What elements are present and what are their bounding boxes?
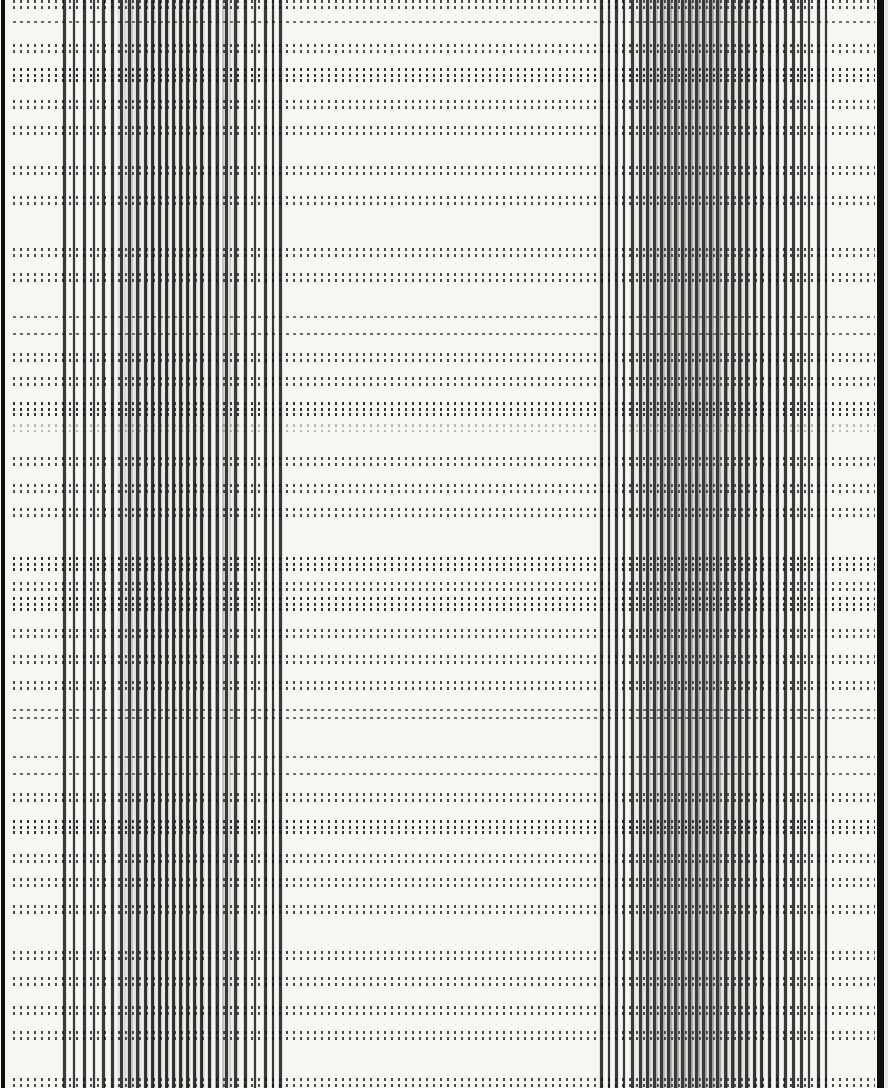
- vertical-pinstripe: [615, 0, 618, 1088]
- vertical-pinstripe: [179, 0, 182, 1088]
- vertical-pinstripe: [73, 0, 75, 1088]
- vertical-pinstripe: [158, 0, 161, 1088]
- vertical-pinstripe: [264, 0, 267, 1088]
- vertical-pinstripe: [623, 0, 625, 1088]
- vertical-pinstripe: [817, 0, 820, 1088]
- vertical-pinstripe: [800, 0, 803, 1088]
- vertical-pinstripe: [608, 0, 610, 1088]
- vertical-pinstripe: [695, 0, 698, 1088]
- vertical-pinstripe: [279, 0, 282, 1088]
- vertical-pinstripe: [674, 0, 677, 1088]
- vertical-pinstripe: [225, 0, 228, 1088]
- vertical-pinstripe: [272, 0, 274, 1088]
- vertical-pinstripe: [760, 0, 763, 1088]
- vertical-pinstripe: [600, 0, 603, 1088]
- vertical-pinstripe: [738, 0, 741, 1088]
- vertical-pinstripe: [172, 0, 175, 1088]
- vertical-pinstripe: [724, 0, 727, 1088]
- vertical-pinstripe: [653, 0, 656, 1088]
- vertical-pinstripe: [200, 0, 203, 1088]
- vertical-pinstripe: [128, 0, 131, 1088]
- vertical-pinstripe: [639, 0, 642, 1088]
- right-edge-light-strip: [884, 0, 888, 1088]
- vertical-pinstripe: [254, 0, 256, 1088]
- vertical-pinstripe: [111, 0, 114, 1088]
- vertical-pinstripe: [136, 0, 139, 1088]
- right-stripe-band: [600, 0, 827, 1088]
- vertical-pinstripe: [93, 0, 95, 1088]
- vertical-pinstripe: [808, 0, 810, 1088]
- vertical-pinstripe: [681, 0, 684, 1088]
- vertical-pinstripe: [83, 0, 86, 1088]
- vertical-pinstripe: [151, 0, 154, 1088]
- left-stripe-band: [63, 0, 281, 1088]
- vertical-pinstripe: [63, 0, 66, 1088]
- vertical-pinstripe: [244, 0, 247, 1088]
- vertical-pinstripe: [631, 0, 634, 1088]
- vertical-pinstripe: [792, 0, 795, 1088]
- vertical-pinstripe: [709, 0, 712, 1088]
- right-edge-bar: [877, 0, 884, 1088]
- vertical-pinstripe: [660, 0, 663, 1088]
- vertical-pinstripe: [731, 0, 734, 1088]
- vertical-pinstripe: [646, 0, 649, 1088]
- vertical-pinstripe: [776, 0, 779, 1088]
- vertical-pinstripe: [102, 0, 105, 1088]
- vertical-pinstripe: [768, 0, 771, 1088]
- vertical-pinstripe: [216, 0, 219, 1088]
- vertical-pinstripe: [120, 0, 123, 1088]
- vertical-pinstripe: [165, 0, 168, 1088]
- vertical-pinstripe: [702, 0, 705, 1088]
- vertical-pinstripe: [716, 0, 719, 1088]
- vertical-pinstripe: [234, 0, 237, 1088]
- vertical-pinstripe: [825, 0, 827, 1088]
- vertical-pinstripe: [144, 0, 147, 1088]
- left-edge-bar: [1, 0, 5, 1088]
- vertical-pinstripe: [667, 0, 670, 1088]
- vertical-pinstripe: [753, 0, 756, 1088]
- vertical-pinstripe: [208, 0, 211, 1088]
- vertical-pinstripe: [784, 0, 787, 1088]
- vertical-pinstripe: [688, 0, 691, 1088]
- vertical-pinstripe: [193, 0, 196, 1088]
- vertical-pinstripe: [745, 0, 748, 1088]
- vertical-pinstripe: [186, 0, 189, 1088]
